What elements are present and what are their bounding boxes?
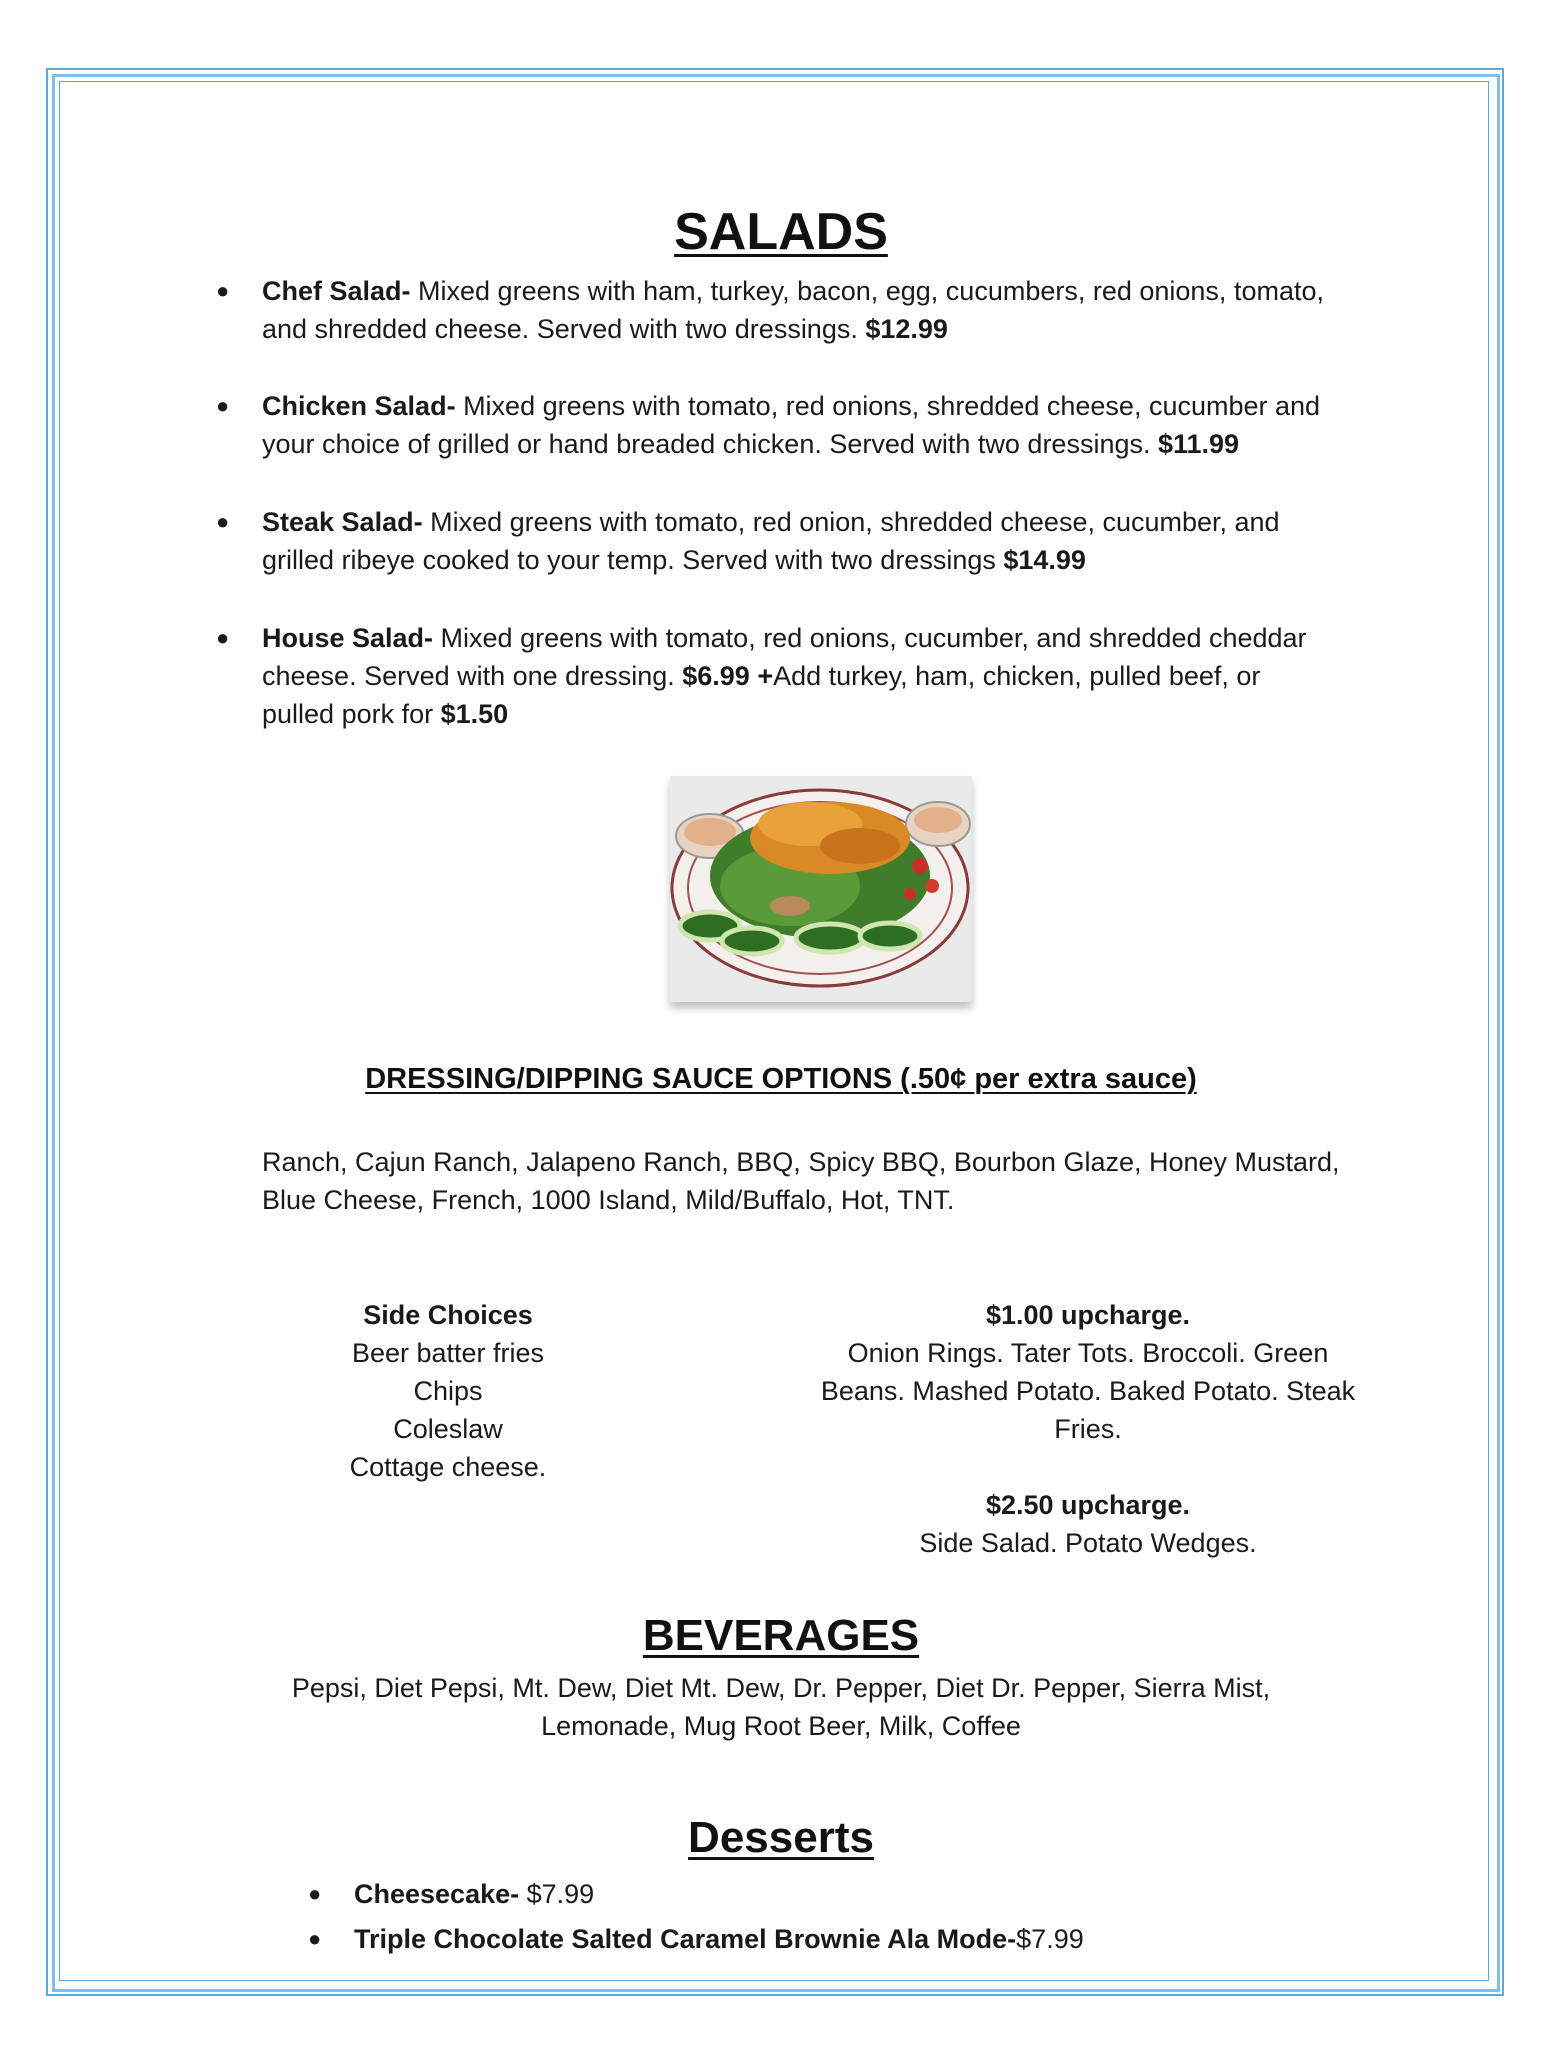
beverages-list [0,1669,1562,1745]
addon-plus: + [749,661,774,691]
side-choices [298,1296,598,1486]
salads-heading: SALADS [674,203,888,261]
upcharge-title: $2.50 upcharge. [985,1490,1191,1520]
salad-desc: Mixed greens with tomato, red onion, shredded cheese, cucumber, and [422,507,1280,537]
salad-price: $11.99 [1157,429,1240,459]
desserts-heading: Desserts [688,1813,874,1862]
salad-price: $12.99 [865,314,948,344]
salad-desc: Mixed greens with tomato, red onions, shredded cheese, cucumber and [455,391,1321,421]
side-item: Chips [413,1376,483,1406]
dessert-name: Triple Chocolate Salted Caramel Brownie Ala Mode- [354,1924,1017,1954]
upcharge-line: Side Salad. Potato Wedges. [919,1528,1257,1558]
salad-price: $6.99 [682,661,750,691]
bullet-icon: ● [216,509,230,534]
salad-desc: Mixed greens with ham, turkey, bacon, egg, cucumbers, red onions, tomato, [410,276,1324,306]
bullet-icon: ● [216,278,230,303]
addon-price: $1.50 [440,699,509,729]
upcharge-line: Onion Rings. Tater Tots. Broccoli. Green [847,1338,1329,1368]
salad-name: Steak Salad- [262,507,423,537]
salad-price: $14.99 [1003,545,1086,575]
salad-plate-image [670,776,972,1002]
bullet-icon: ● [216,625,230,650]
addon-text: Add turkey, ham, chicken, pulled beef, or [773,661,1261,691]
upcharge-line: Fries. [1054,1414,1122,1444]
salad-item-steak [262,503,1382,579]
dressing-options [262,1143,1382,1219]
side-item: Coleslaw [393,1414,503,1444]
salad-item-chicken [262,387,1382,463]
salad-desc: pulled pork for [262,699,441,729]
dressing-line: Ranch, Cajun Ranch, Jalapeno Ranch, BBQ, Spicy BBQ, Bourbon Glaze, Honey Mustard, [262,1147,1340,1177]
salad-name: Chicken Salad- [262,391,456,421]
salad-desc: Mixed greens with tomato, red onions, cucumber, and shredded cheddar [433,623,1307,653]
salad-name: House Salad- [262,623,434,653]
beverage-line: Pepsi, Diet Pepsi, Mt. Dew, Diet Mt. Dew, Dr. Pepper, Diet Dr. Pepper, Sierra Mist, [291,1673,1271,1703]
upcharge-1 [788,1296,1388,1448]
salad-desc: your choice of grilled or hand breaded chicken. Served with two dressings. [262,429,1158,459]
dessert-price: $7.99 [519,1879,595,1909]
salad-photo [670,776,972,1002]
upcharge-2 [788,1486,1388,1562]
side-item: Cottage cheese. [349,1452,547,1482]
dessert-name: Cheesecake- [354,1879,520,1909]
side-item: Beer batter fries [351,1338,545,1368]
beverages-heading: BEVERAGES [642,1611,920,1660]
salad-item-chef [262,272,1382,348]
dessert-price: $7.99 [1016,1924,1084,1954]
upcharge-title: $1.00 upcharge. [985,1300,1191,1330]
beverage-line: Lemonade, Mug Root Beer, Milk, Coffee [541,1711,1021,1741]
bullet-icon: ● [216,393,230,418]
dressing-line: Blue Cheese, French, 1000 Island, Mild/Buffalo, Hot, TNT. [262,1185,955,1215]
salad-desc: cheese. Served with one dressing. [262,661,683,691]
dressing-heading: DRESSING/DIPPING SAUCE OPTIONS (.50¢ per extra sauce) [365,1063,1197,1095]
dessert-item-brownie [354,1920,1474,1958]
upcharge-line: Beans. Mashed Potato. Baked Potato. Steak [820,1376,1356,1406]
dessert-item-cheesecake [354,1875,1474,1913]
side-choices-title: Side Choices [363,1300,533,1330]
salad-desc: grilled ribeye cooked to your temp. Served with two dressings [262,545,1004,575]
salad-item-house [262,619,1382,733]
bullet-icon: ● [308,1881,322,1906]
bullet-icon: ● [308,1926,322,1951]
salad-name: Chef Salad- [262,276,411,306]
salad-desc: and shredded cheese. Served with two dressings. [262,314,866,344]
